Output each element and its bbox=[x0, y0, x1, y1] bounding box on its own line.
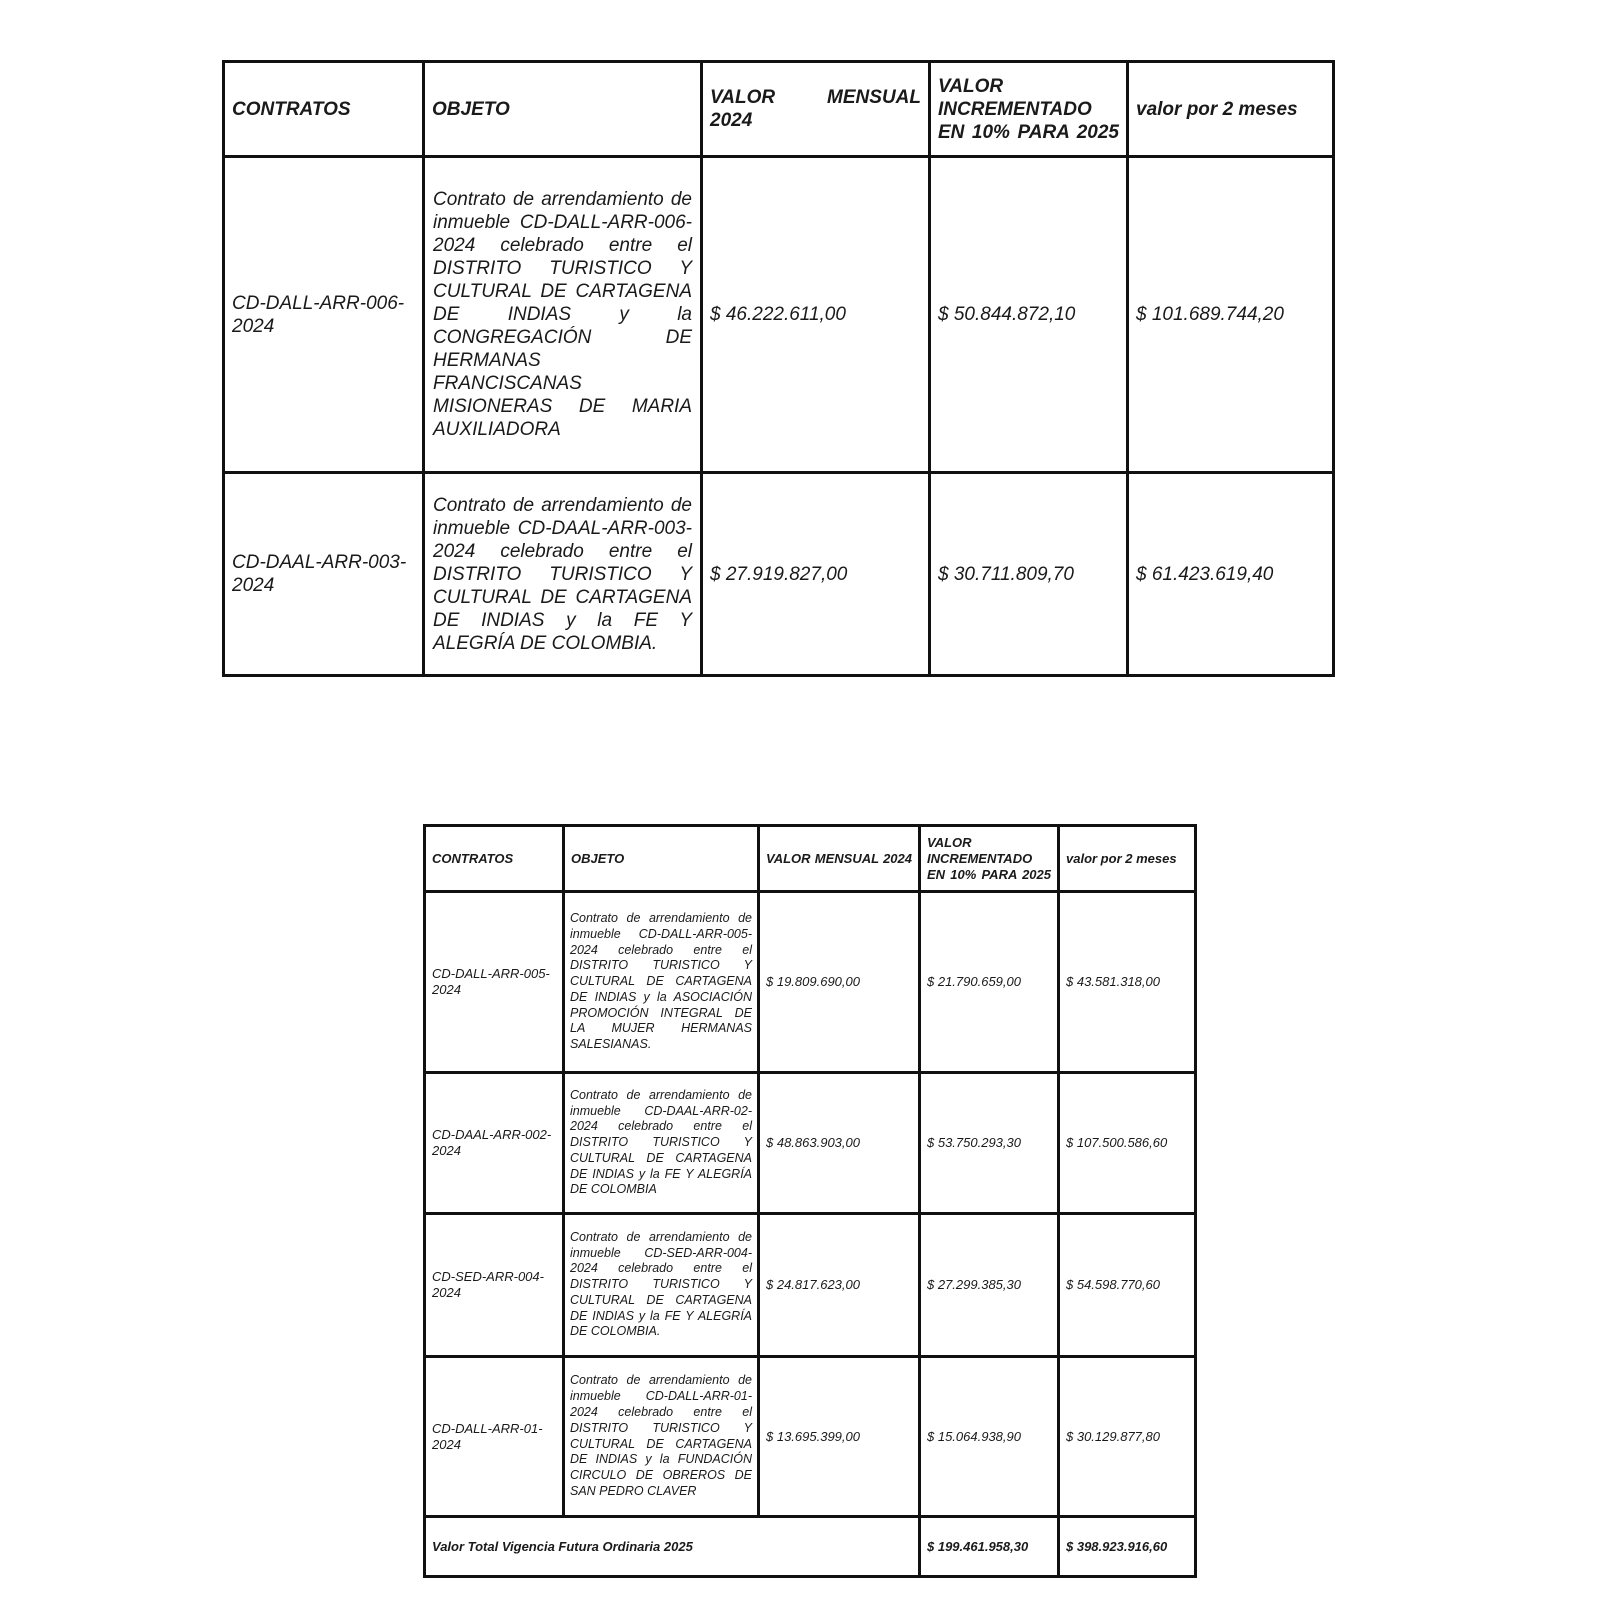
header-valor-2-meses: valor por 2 meses bbox=[1059, 826, 1196, 892]
objeto-cell: Contrato de arrendamiento de inmueble CD-DALL-ARR-006-2024 celebrado entre el DISTRITO TURISTICO Y CULTURAL DE CARTAGENA DE INDIAS y la CONGREGACIÓN DE HERMANAS FRANCISCANAS MISIONERAS DE MARIA AUXILIADORA bbox=[424, 157, 702, 473]
valor-incrementado-cell: $ 21.790.659,00 bbox=[920, 892, 1059, 1073]
total-valor-2-meses: $ 398.923.916,60 bbox=[1059, 1517, 1196, 1577]
header-objeto: OBJETO bbox=[564, 826, 759, 892]
valor-2-meses-cell: $ 43.581.318,00 bbox=[1059, 892, 1196, 1073]
total-label: Valor Total Vigencia Futura Ordinaria 2025 bbox=[425, 1517, 920, 1577]
contrato-cell: CD-DAAL-ARR-002-2024 bbox=[425, 1073, 564, 1214]
header-contratos: CONTRATOS bbox=[224, 62, 424, 157]
valor-incrementado-cell: $ 53.750.293,30 bbox=[920, 1073, 1059, 1214]
table-row bbox=[425, 1357, 1196, 1517]
header-valor-2-meses: valor por 2 meses bbox=[1128, 62, 1334, 157]
objeto-cell: Contrato de arrendamiento de inmueble CD-DAAL-ARR-003-2024 celebrado entre el DISTRITO TURISTICO Y CULTURAL DE CARTAGENA DE INDIAS y la FE Y ALEGRÍA DE COLOMBIA. bbox=[424, 473, 702, 676]
total-valor-incrementado: $ 199.461.958,30 bbox=[920, 1517, 1059, 1577]
valor-mensual-cell: $ 27.919.827,00 bbox=[702, 473, 930, 676]
header-contratos: CONTRATOS bbox=[425, 826, 564, 892]
contrato-cell: CD-DALL-ARR-006-2024 bbox=[224, 157, 424, 473]
valor-2-meses-cell: $ 101.689.744,20 bbox=[1128, 157, 1334, 473]
valor-incrementado-cell: $ 30.711.809,70 bbox=[930, 473, 1128, 676]
header-valor-incrementado: VALOR INCREMENTADO EN 10% PARA 2025 bbox=[930, 62, 1128, 157]
valor-mensual-cell: $ 24.817.623,00 bbox=[759, 1214, 920, 1357]
contrato-cell: CD-SED-ARR-004-2024 bbox=[425, 1214, 564, 1357]
objeto-cell: Contrato de arrendamiento de inmueble CD-DALL-ARR-01-2024 celebrado entre el DISTRITO TURISTICO Y CULTURAL DE CARTAGENA DE INDIAS y la FUNDACIÓN CIRCULO DE OBREROS DE SAN PEDRO CLAVER bbox=[564, 1357, 759, 1517]
table-row bbox=[425, 892, 1196, 1073]
contrato-cell: CD-DALL-ARR-01-2024 bbox=[425, 1357, 564, 1517]
table-row bbox=[425, 1214, 1196, 1357]
valor-incrementado-cell: $ 27.299.385,30 bbox=[920, 1214, 1059, 1357]
header-valor-mensual: VALOR MENSUAL 2024 bbox=[759, 826, 920, 892]
valor-2-meses-cell: $ 107.500.586,60 bbox=[1059, 1073, 1196, 1214]
table-row bbox=[224, 157, 1334, 473]
header-valor-mensual: VALOR MENSUAL 2024 bbox=[702, 62, 930, 157]
valor-2-meses-cell: $ 30.129.877,80 bbox=[1059, 1357, 1196, 1517]
valor-2-meses-cell: $ 54.598.770,60 bbox=[1059, 1214, 1196, 1357]
table-row bbox=[425, 1073, 1196, 1214]
valor-2-meses-cell: $ 61.423.619,40 bbox=[1128, 473, 1334, 676]
contracts-table-2 bbox=[423, 824, 1197, 1578]
valor-mensual-cell: $ 48.863.903,00 bbox=[759, 1073, 920, 1214]
valor-incrementado-cell: $ 15.064.938,90 bbox=[920, 1357, 1059, 1517]
valor-mensual-cell: $ 46.222.611,00 bbox=[702, 157, 930, 473]
table-header-row bbox=[425, 826, 1196, 892]
objeto-cell: Contrato de arrendamiento de inmueble CD-SED-ARR-004-2024 celebrado entre el DISTRITO TURISTICO Y CULTURAL DE CARTAGENA DE INDIAS y la FE Y ALEGRÍA DE COLOMBIA. bbox=[564, 1214, 759, 1357]
header-objeto: OBJETO bbox=[424, 62, 702, 157]
contrato-cell: CD-DALL-ARR-005-2024 bbox=[425, 892, 564, 1073]
total-row bbox=[425, 1517, 1196, 1577]
contracts-table-1 bbox=[222, 60, 1335, 677]
header-valor-incrementado: VALOR INCREMENTADO EN 10% PARA 2025 bbox=[920, 826, 1059, 892]
objeto-cell: Contrato de arrendamiento de inmueble CD-DALL-ARR-005-2024 celebrado entre el DISTRITO TURISTICO Y CULTURAL DE CARTAGENA DE INDIAS y la ASOCIACIÓN PROMOCIÓN INTEGRAL DE LA MUJER HERMANAS SALESIANAS. bbox=[564, 892, 759, 1073]
valor-incrementado-cell: $ 50.844.872,10 bbox=[930, 157, 1128, 473]
valor-mensual-cell: $ 13.695.399,00 bbox=[759, 1357, 920, 1517]
objeto-cell: Contrato de arrendamiento de inmueble CD-DAAL-ARR-02-2024 celebrado entre el DISTRITO TURISTICO Y CULTURAL DE CARTAGENA DE INDIAS y la FE Y ALEGRÍA DE COLOMBIA bbox=[564, 1073, 759, 1214]
valor-mensual-cell: $ 19.809.690,00 bbox=[759, 892, 920, 1073]
table-header-row bbox=[224, 62, 1334, 157]
table-row bbox=[224, 473, 1334, 676]
contrato-cell: CD-DAAL-ARR-003-2024 bbox=[224, 473, 424, 676]
